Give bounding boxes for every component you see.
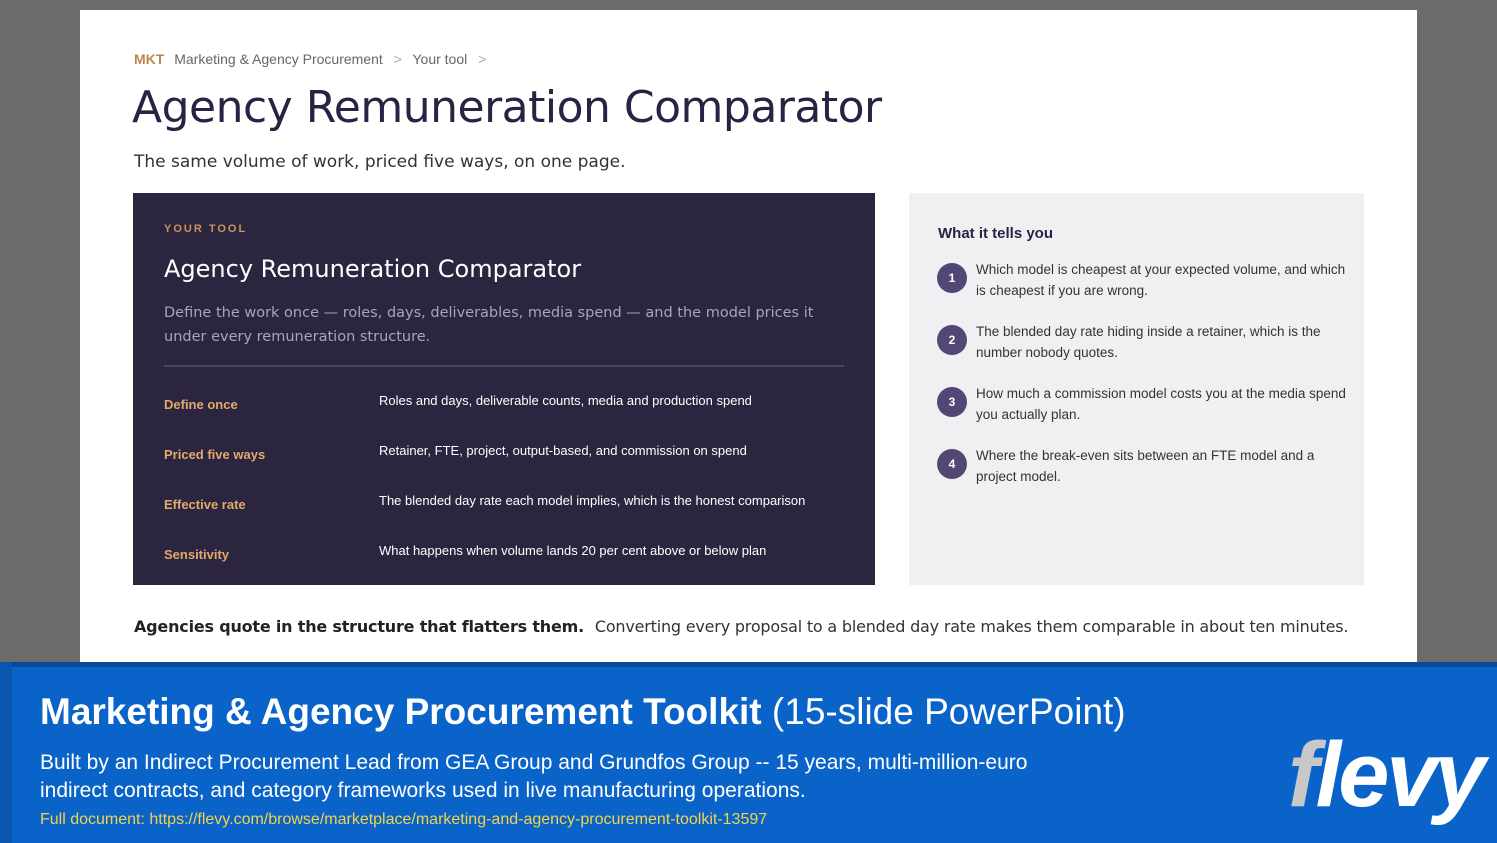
feature-key: Priced five ways	[164, 447, 266, 462]
tool-panel	[133, 193, 875, 585]
breadcrumb-separator: >	[393, 51, 402, 67]
takeaway-bold: Agencies quote in the structure that flatters them.	[134, 617, 584, 636]
tool-title: Agency Remuneration Comparator	[164, 255, 582, 283]
banner-edge	[0, 662, 12, 843]
banner-title-bold: Marketing & Agency Procurement Toolkit	[40, 691, 762, 732]
feature-value: Retainer, FTE, project, output-based, and commission on spend	[379, 443, 747, 458]
takeaway-rest: Converting every proposal to a blended day rate makes them comparable in about ten minutes.	[594, 617, 1349, 636]
breadcrumb	[134, 51, 493, 67]
takeaway	[134, 617, 1348, 636]
number-badge: 3	[937, 387, 967, 417]
slide	[80, 10, 1417, 670]
breadcrumb-code: MKT	[134, 51, 165, 67]
feature-row	[164, 483, 844, 523]
page-subtitle: The same volume of work, priced five ways, on one page.	[134, 152, 626, 172]
page-title: Agency Remuneration Comparator	[132, 82, 882, 133]
number-badge: 4	[937, 449, 967, 479]
banner-title	[40, 691, 1126, 733]
feature-row	[164, 533, 844, 573]
tool-description: Define the work once — roles, days, deliverables, media spend — and the model prices it under every remuneration structure.	[164, 305, 814, 345]
flevy-logo[interactable]: flevy	[1288, 724, 1483, 826]
insight-text: How much a commission model costs you at the media spend you actually plan.	[976, 386, 1346, 422]
feature-value: The blended day rate each model implies, which is the honest comparison	[379, 493, 806, 508]
number-badge: 2	[937, 325, 967, 355]
insight-text: Where the break-even sits between an FTE model and a project model.	[976, 448, 1315, 484]
number-badge: 1	[937, 263, 967, 293]
feature-row	[164, 383, 844, 423]
promo-banner	[0, 662, 1497, 843]
insight-text: The blended day rate hiding inside a retainer, which is the number nobody quotes.	[976, 324, 1321, 360]
document-link[interactable]: Full document: https://flevy.com/browse/marketplace/marketing-and-agency-procurement-toolkit-13597	[40, 811, 768, 828]
feature-key: Sensitivity	[164, 547, 230, 562]
feature-key: Effective rate	[164, 497, 246, 512]
breadcrumb-section[interactable]: Marketing & Agency Procurement	[174, 51, 383, 67]
tool-eyebrow: YOUR TOOL	[164, 223, 248, 235]
divider	[164, 365, 844, 367]
feature-value: Roles and days, deliverable counts, media and production spend	[379, 393, 752, 408]
insights-panel	[909, 193, 1364, 585]
feature-key: Define once	[164, 397, 238, 412]
banner-title-rest: (15-slide PowerPoint)	[771, 691, 1126, 732]
breadcrumb-separator: >	[478, 51, 487, 67]
insights-heading: What it tells you	[938, 225, 1054, 242]
insight-text: Which model is cheapest at your expected volume, and which is cheapest if you are wrong.	[976, 262, 1346, 298]
breadcrumb-page[interactable]: Your tool	[412, 51, 468, 67]
banner-description: Built by an Indirect Procurement Lead from GEA Group and Grundfos Group -- 15 years, multi-million-euro indirect contracts, and category frameworks used in live manufacturing operations.	[40, 751, 1028, 802]
feature-row	[164, 433, 844, 473]
feature-value: What happens when volume lands 20 per cent above or below plan	[379, 543, 767, 558]
